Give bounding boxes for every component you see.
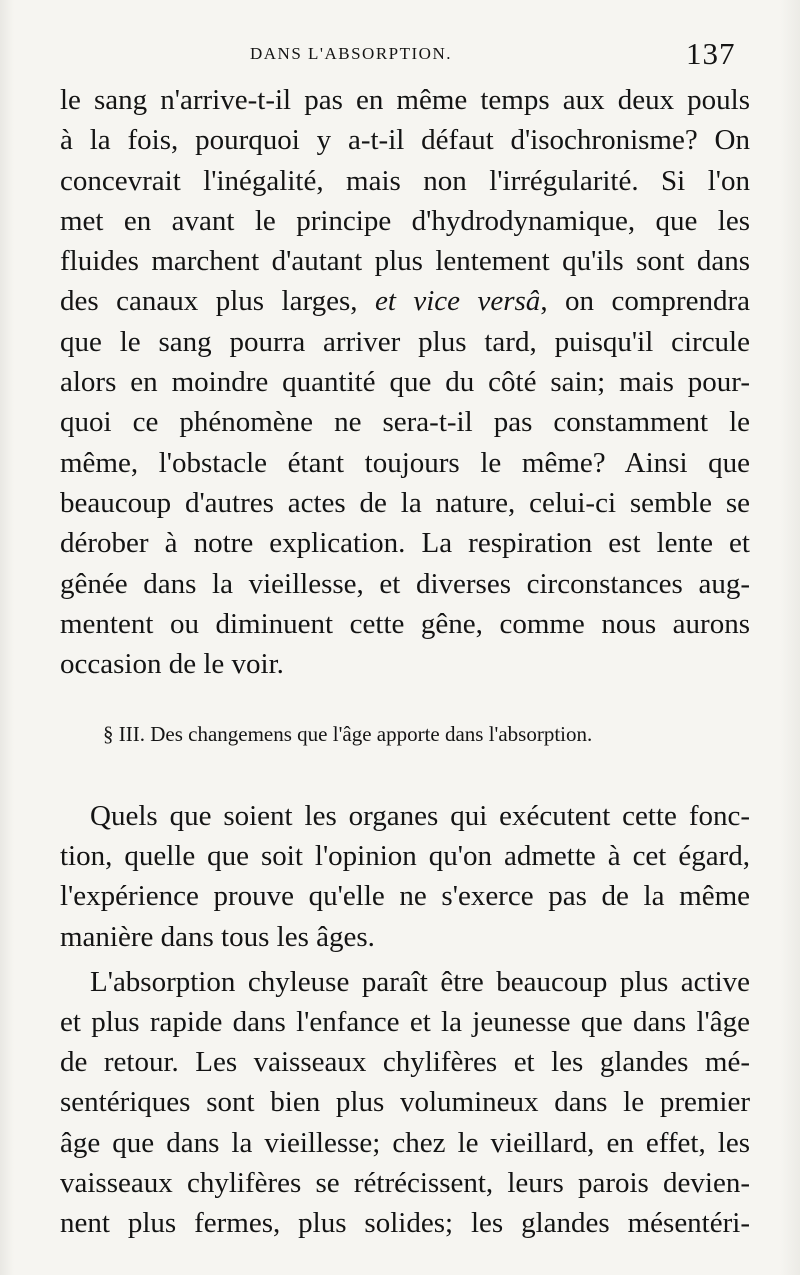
text-line: alors en moindre quantité que du côté sain; mais pour- [60, 366, 750, 399]
paragraphs-2-3 [60, 796, 750, 1243]
text-line: tion, quelle que soit l'opinion qu'on admette à cet égard, [60, 840, 750, 873]
text-line: quoi ce phénomène ne sera-t-il pas constamment le [60, 406, 750, 439]
text-line: Quels que soient les organes qui exécutent cette fonc- [90, 800, 750, 832]
text-line-with-italic [60, 281, 750, 321]
page-header [0, 36, 800, 76]
text-line: manière dans tous les âges. [60, 920, 375, 953]
text-line: met en avant le principe d'hydrodynamique, que les [60, 204, 750, 237]
page-number: 137 [686, 36, 736, 71]
text-line: de retour. Les vaisseaux chylifères et les glandes mé- [60, 1046, 750, 1079]
paragraph-1 [60, 80, 750, 684]
text-line: vaisseaux chylifères se rétrécissent, leurs parois devien- [60, 1166, 750, 1199]
text-line: occasion de le voir. [60, 648, 284, 681]
text-line: âge que dans la vieillesse; chez le vieillard, en effet, les [60, 1126, 750, 1159]
text-line: L'absorption chyleuse paraît être beaucoup plus active [90, 965, 750, 998]
text-line: beaucoup d'autres actes de la nature, celui-ci semble se [60, 486, 750, 519]
text-line: le sang n'arrive-t-il pas en même temps aux deux pouls [60, 84, 750, 116]
italic-phrase: et vice versâ [374, 285, 541, 318]
text-line: concevrait l'inégalité, mais non l'irrégularité. Si l'on [60, 164, 750, 197]
section-heading: § III. Des changemens que l'âge apporte dans l'absorption. [103, 722, 593, 746]
text-line: et plus rapide dans l'enfance et la jeunesse que dans l'âge [60, 1005, 750, 1038]
text-line: sentériques sont bien plus volumineux dans le premier [60, 1086, 750, 1119]
text-line: dérober à notre explication. La respiration est lente et [60, 527, 750, 560]
text-segment: , on comprendra [540, 285, 750, 318]
text-line: gênée dans la vieillesse, et diverses circonstances aug- [60, 567, 750, 600]
text-line: que le sang pourra arriver plus tard, puisqu'il circule [60, 325, 750, 358]
text-line: mentent ou diminuent cette gêne, comme nous aurons [60, 607, 750, 640]
running-head: DANS L'ABSORPTION. [250, 44, 452, 63]
text-line: l'expérience prouve qu'elle ne s'exerce pas de la même [60, 880, 750, 913]
text-line: même, l'obstacle étant toujours le même? Ainsi que [60, 446, 750, 479]
text-line: fluides marchent d'autant plus lentement qu'ils sont dans [60, 245, 750, 278]
text-line: à la fois, pourquoi y a-t-il défaut d'isochronisme? On [60, 124, 750, 157]
text-segment: des canaux plus larges, [60, 285, 358, 318]
text-line: nent plus fermes, plus solides; les glandes mésentéri- [60, 1206, 750, 1239]
